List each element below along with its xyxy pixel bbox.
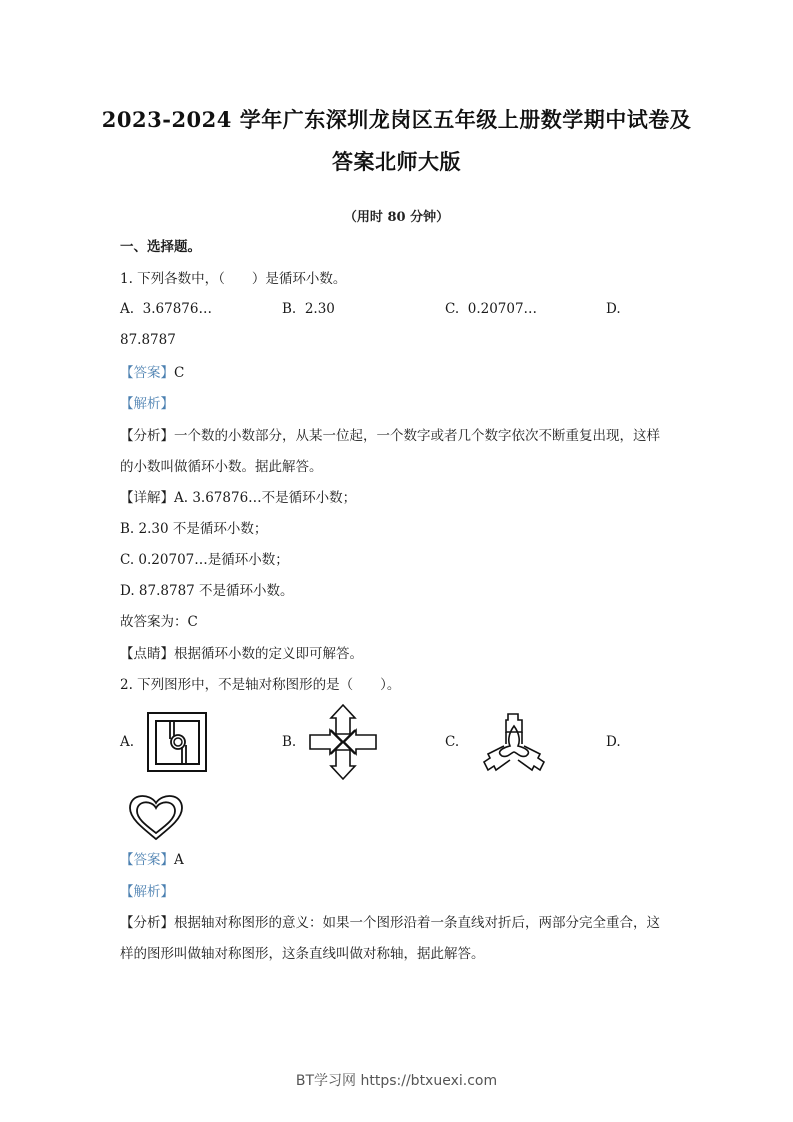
document-title-line1: 2023-2024 学年广东深圳龙岗区五年级上册数学期中试卷及: [101, 107, 692, 132]
q2-fenxi-line1: 【分析】根据轴对称图形的意义：如果一个图形沿着一条直线对折后，两部分完全重合，这: [120, 915, 660, 931]
q1-dianjing: 【点睛】根据循环小数的定义即可解答。: [120, 646, 363, 662]
double-heart-figure: [126, 791, 186, 841]
q1-option-b: B. 2.30: [282, 301, 335, 317]
q2-answer: 【答案】A: [120, 852, 184, 868]
q2-option-a-label: A.: [120, 734, 135, 750]
q1-xiangjie-line4: D. 87.8787 不是循环小数。: [120, 583, 294, 599]
q1-xiangjie-line1: 【详解】A. 3.67876…不是循环小数；: [120, 490, 357, 506]
q1-xiangjie-line2: B. 2.30 不是循环小数；: [120, 521, 268, 537]
q1-analysis-tag: 【解析】: [120, 396, 174, 412]
q2-fenxi-line2: 样的图形叫做轴对称图形，这条直线叫做对称轴，据此解答。: [120, 946, 485, 962]
four-arrows-figure: [307, 703, 379, 781]
time-limit: （用时 80 分钟）: [343, 210, 450, 225]
q2-option-c-label: C.: [445, 734, 460, 750]
q1-option-c: C. 0.20707…: [445, 301, 538, 317]
q2-stem: 2. 下列图形中，不是轴对称图形的是（ ）。: [120, 677, 401, 693]
q2-option-b-label: B.: [282, 734, 297, 750]
q1-conclusion: 故答案为：C: [120, 614, 198, 630]
document-title-line2: 答案北师大版: [332, 149, 461, 174]
q1-fenxi-line1: 【分析】一个数的小数部分，从某一位起，一个数字或者几个数字依次不断重复出现，这样: [120, 428, 660, 444]
footer-watermark: BT学习网 https://btxuexi.com: [295, 1073, 498, 1089]
q1-answer: 【答案】C: [120, 365, 185, 381]
square-b-circle-figure: [146, 711, 210, 775]
q1-fenxi-line2: 的小数叫做循环小数。据此解答。: [120, 459, 323, 475]
q1-option-d-value: 87.8787: [120, 332, 176, 348]
q1-option-d-label: D.: [606, 301, 621, 317]
q1-xiangjie-line3: C. 0.20707…是循环小数；: [120, 552, 289, 568]
q1-option-a: A. 3.67876…: [120, 301, 212, 317]
three-arm-figure: [480, 712, 548, 776]
q2-analysis-tag: 【解析】: [120, 884, 174, 900]
section-heading: 一、选择题。: [120, 239, 201, 255]
q1-stem: 1. 下列各数中，（ ）是循环小数。: [120, 271, 347, 287]
q2-option-d-label: D.: [606, 734, 621, 750]
